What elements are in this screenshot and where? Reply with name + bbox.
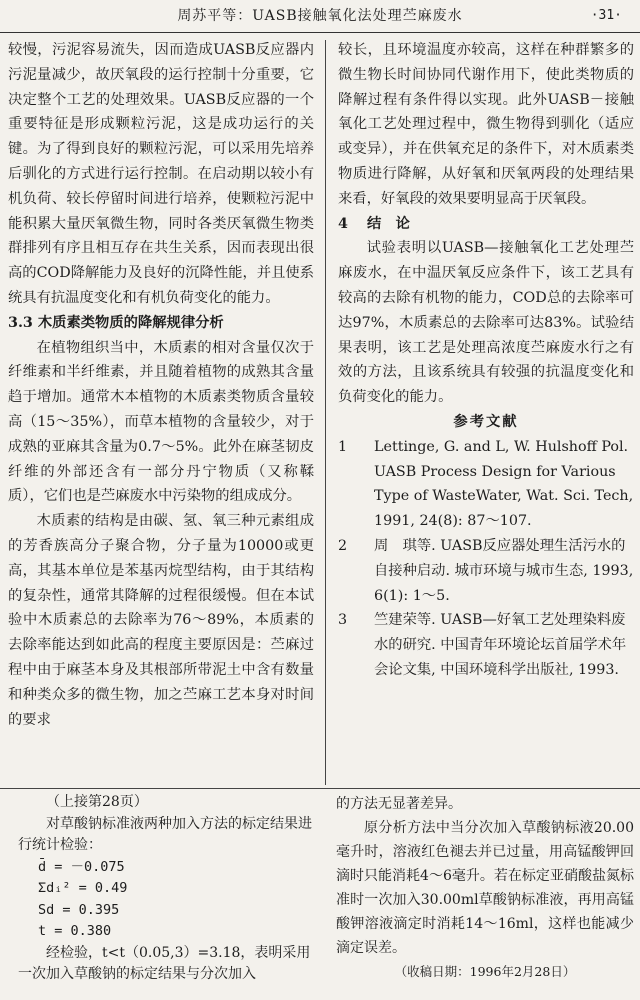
statistic-sd: Sd = 0.395 [38,901,120,918]
reference-item [338,435,634,534]
reference-text: 竺建荣等. UASB—好氧工艺处理染料废水的研究. 中国青年环境论坛首届学术年会论文集, 中国环境科学出版社, 1993. [374,612,627,678]
statistic-mean-diff: d̄ = －0.075 [38,858,125,875]
page-number: ·31· [590,8,622,23]
section-4-heading [338,212,634,237]
right-paragraph-1: 较长，且环境温度亦较高，这样在种群繁多的微生物长时间协同代谢作用下，使此类物质的降解过程有条件得以实现。此外UASB－接触氧化工艺处理过程中，微生物得到驯化（适应或变异），并在供氧充足的条件下，对木质素类物质进行降解，从好氧和厌氧两段的处理结果来看，好氧段的效果要明显高于厌氧段。 [338,42,634,207]
left-paragraph-2: 在植物组织当中，木质素的相对含量仅次于纤维素和半纤维素，并且随着植物的成熟其含量趋于增加。通常木本植物的木质素类物质含量较高（15～35%），而草本植物的含量较少，对于成熟的亚麻其含量为0.7～5%。此外在麻茎韧皮纤维的外部还含有一部分丹宁物质（又称鞣质），它们也是苎麻废水中污染物的组成成分。 [8,339,314,505]
left-column [8,38,314,786]
section-3-3-heading: 3.3 木质素类物质的降解规律分析 [8,314,224,331]
statistic-sum-squares: Σdᵢ² = 0.49 [38,880,128,896]
left-paragraph-3: 木质素的结构是由碳、氢、氧三种元素组成的芳香族高分子聚合物，分子量为10000或更高，其基本单位是苯基丙烷型结构，由于其结构的复杂性，通常其降解的过程很缓慢。但在本试验中木质素总的去除率为76～89%，本质素的去除率能达到如此高的程度主要原因是：苎麻过程中由于麻茎本身及其根部所带泥土中含有数量和种类众多的微生物，加之苎麻工艺本身对时间的要求 [8,513,314,728]
continued-from-note: （上接第28页） [46,794,148,810]
continued-line: 的方法无显著差异。 [336,796,462,812]
received-date: （收稿日期：1996年2月28日） [394,964,576,979]
references-heading: 参考文献 [453,413,519,430]
left-paragraph-1: 较慢，污泥容易流失，因而造成UASB反应器内污泥量减少，故厌氧段的运行控制十分重要，它决定整个工艺的处理效果。UASB反应器的一个重要特征是形成颗粒污泥，这是成功运行的关键。为了得到良好的颗粒污泥，可以采用先培养后驯化的方式进行运行控制。在启动期以较小有机负荷、较长停留时间进行培养，使颗粒污泥中能积累大量厌氧微生物，同时各类厌氧微生物类群排列有序且相互存在共生关系，因而表现出很高的COD降解能力及良好的沉降性能，并且使系统具有抗温度变化和有机负荷变化的能力。 [8,42,314,306]
header-title: 周苏平等：UASB接触氧化法处理苎麻废水 [177,8,463,24]
reference-number: 3 [338,612,348,629]
statistic-t: t = 0.380 [38,923,112,939]
reference-text: 周 琪等. UASB反应器处理生活污水的自接种启动. 城市环境与城市生态, 1993, 6(1): 1～5. [374,537,634,604]
reference-list [338,435,634,683]
section-divider [0,788,640,789]
continued-article-right [336,792,634,984]
reference-text: Lettinge, G. and L, W. Hulshoff Pol. UASB Process Design for Various Type of WasteWater, Wat. Sci. Tech, 1991, 24(8): 87～107. [374,438,634,530]
conclusion-paragraph: 试验表明以UASB—接触氧化工艺处理苎麻废水，在中温厌氧反应条件下，该工艺具有较高的去除有机物的能力，COD总的去除率可达97%，木质素总的去除率可达83%。试验结果表明，该工艺是处理高浓度苎麻废水行之有效的方法，且该系统具有较强的抗温度变化和负荷变化的能力。 [338,240,634,406]
section-4-number: 4 [338,215,348,232]
right-column [338,38,634,786]
section-4-title: 结 论 [366,215,410,232]
reference-item [338,534,634,608]
statistics-conclusion: 经检验，t<t（0.05,3）=3.18，表明采用一次加入草酸钠的标定结果与分次加入 [18,944,311,982]
reference-item [338,608,634,682]
method-paragraph: 原分析方法中当分次加入草酸钠标液20.00毫升时，溶液红色褪去并已过量，用高锰酸钾回滴时只能消耗4～6毫升。若在标定亚硝酸盐氮标准时一次加入30.00ml草酸钠标准液，再用高锰酸钾溶液滴定时消耗14～16ml，这样也能减少滴定误差。 [336,820,634,956]
reference-number: 2 [338,537,348,554]
reference-number: 1 [338,438,348,455]
column-divider [325,40,326,785]
continued-article-left [18,792,318,986]
statistics-intro: 对草酸钠标准液两种加入方法的标定结果进行统计检验： [18,815,312,853]
running-header [0,0,640,33]
